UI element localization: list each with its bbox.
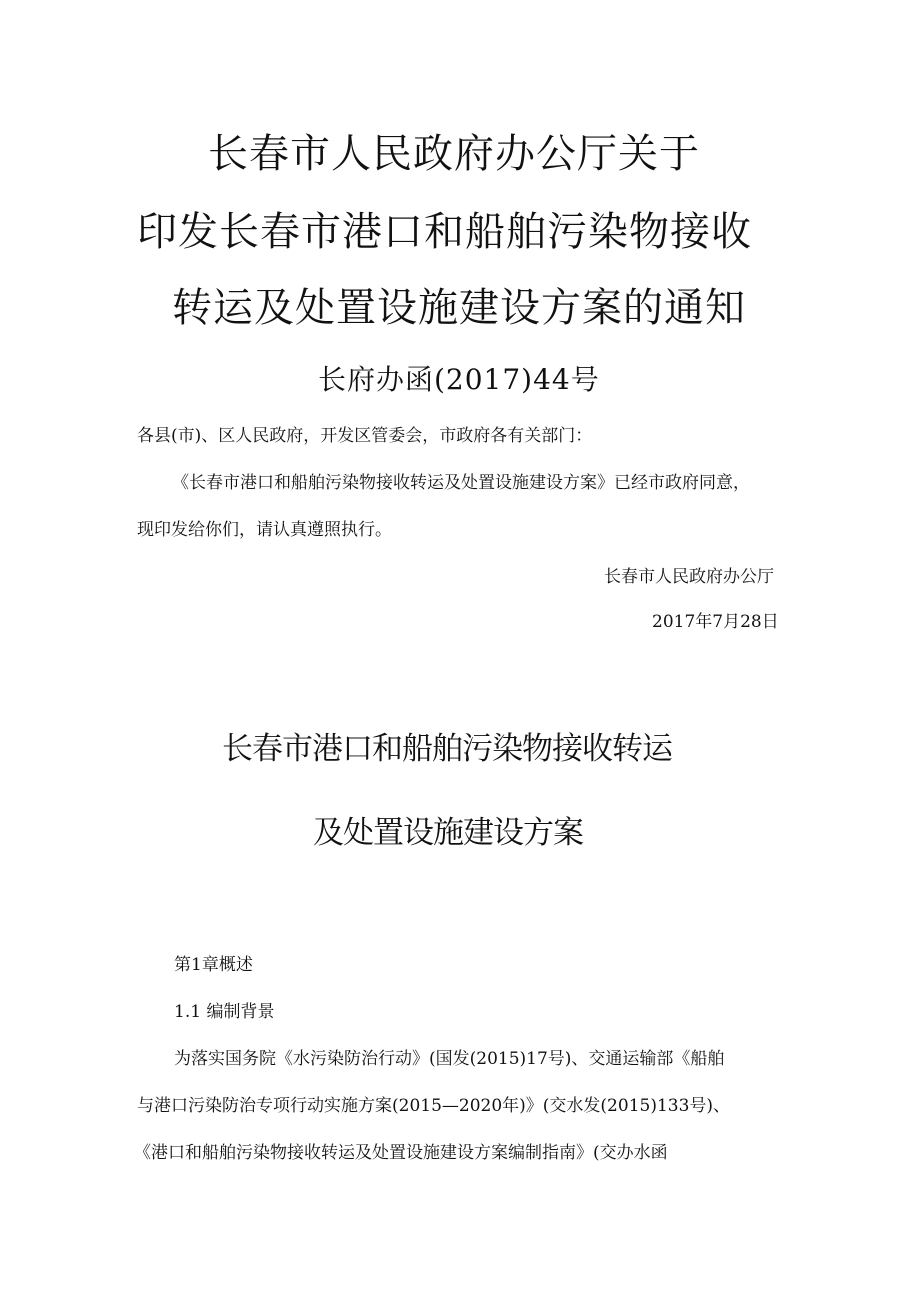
addressee: 各县(市)、区人民政府，开发区管委会，市政府各有关部门： xyxy=(137,426,593,446)
plan-paragraph-line-2: 与港口污染防治专项行动实施方案(2015—2020年)》(交水发(2015)133号)、 xyxy=(137,1096,731,1116)
plan-paragraph-line-3: 《港口和船舶污染物接收转运及处置设施建设方案编制指南》(交办水函 xyxy=(134,1143,668,1163)
notice-title-line-1: 长春市人民政府办公厅关于 xyxy=(208,131,700,177)
plan-title-line-2: 及处置设施建设方案 xyxy=(313,815,583,851)
document-number: 长府办函(2017)44号 xyxy=(318,363,600,396)
notice-body-line-1: 《长春市港口和船舶污染物接收转运及处置设施建设方案》已经市政府同意， xyxy=(172,473,750,493)
plan-paragraph-line-1: 为落实国务院《水污染防治行动》(国发(2015)17号)、交通运输部《船舶 xyxy=(174,1049,725,1069)
plan-title-line-1: 长春市港口和船舶污染物接收转运 xyxy=(222,731,672,767)
notice-title-line-3: 转运及处置设施建设方案的通知 xyxy=(172,285,746,331)
issue-date: 2017年7月28日 xyxy=(652,612,779,632)
chapter-heading: 第1章概述 xyxy=(174,955,253,975)
notice-title-line-2: 印发长春市港口和船舶污染物接收 xyxy=(137,209,752,255)
issuer-signature: 长春市人民政府办公厅 xyxy=(604,567,774,587)
section-heading: 1.1 编制背景 xyxy=(174,1002,275,1022)
notice-body-line-2: 现印发给你们，请认真遵照执行。 xyxy=(137,520,392,540)
